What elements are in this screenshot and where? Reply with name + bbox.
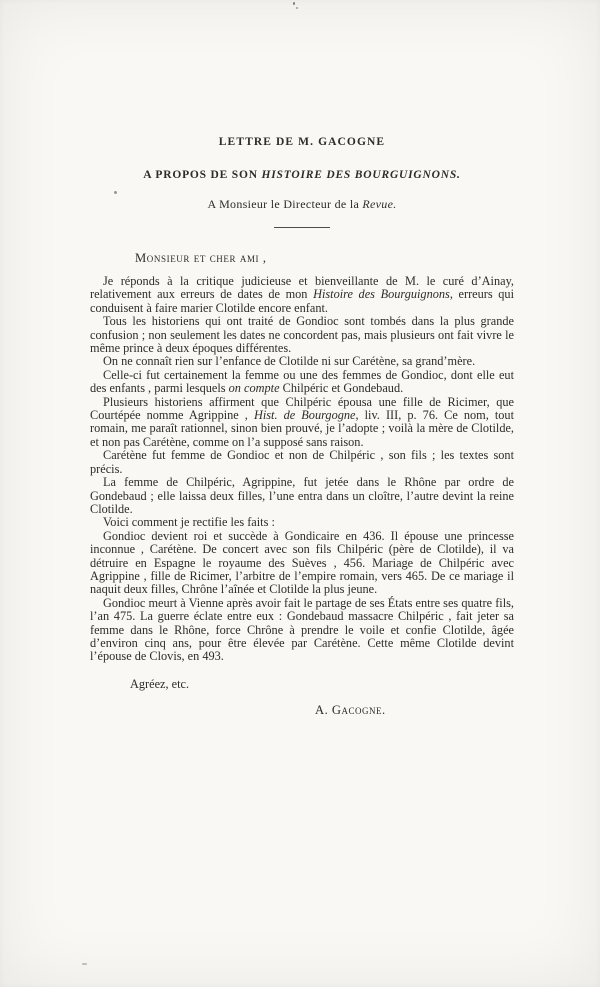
paragraph: Gondioc devient roi et succède à Gondicaire en 436. Il épouse une princesse inconnue , Carétène. De concert avec son fils Chilpéric (père de Clotilde), il va détruire en Espagne le royaume des Suèves , 456. Mariage de Chilpéric avec Agrippine , fille de Ricimer, l’arbitre de l’empire romain, vers 465. De ce mariage il naquit deux filles, Chrône l’aînée et Clotilde la plus jeune. bbox=[90, 528, 514, 597]
paragraph: Carétène fut femme de Gondioc et non de Chilpéric , son fils ; les textes sont précis. bbox=[90, 448, 514, 476]
text-block bbox=[90, 0, 514, 718]
paragraph: Gondioc meurt à Vienne après avoir fait le partage de ses États entre ses quatre fils, l’an 475. La guerre éclate entre eux : Gondebaud massacre Chilpéric , fait jeter sa femme dans le Rhône, force Chrône à prendre le voile et confie Clotilde, âgée d’environ cinq ans, pour être élevée par Carétène. Cette même Clotilde devint l’épouse de Clovis, en 493. bbox=[90, 595, 514, 664]
paragraph: Tous les historiens qui ont traité de Gondioc sont tombés dans la plus grande confusion ; non seulement les dates ne concordent pas, mais plusieurs ont fait vivre le même prince à deux époques différentes. bbox=[90, 314, 514, 356]
scan-artifact-mark bbox=[82, 963, 87, 965]
dedication-journal-name: Revue. bbox=[362, 197, 397, 211]
paragraph: Voici comment je rectifie les faits : bbox=[103, 515, 275, 530]
body-paragraphs bbox=[90, 275, 514, 664]
closing-line: Agréez, etc. bbox=[130, 676, 190, 691]
dedication-prefix: A Monsieur le Directeur de la bbox=[207, 197, 363, 211]
paragraph: Je réponds à la critique judicieuse et bienveillante de M. le curé d’Ainay, relativement aux erreurs de dates de mon Histoire des Bourguignons, erreurs qui conduisent à faire marier Clotilde encore enfant. bbox=[90, 274, 514, 315]
signature: A. Gacogne. bbox=[315, 702, 386, 717]
paragraph: On ne connaît rien sur l’enfance de Clotilde ni sur Carétène, sa grand’mère. bbox=[103, 354, 476, 369]
subtitle-prefix: A PROPOS DE SON bbox=[143, 169, 262, 181]
salutation: Monsieur et cher ami , bbox=[135, 251, 267, 265]
paragraph: Plusieurs historiens affirment que Chilpéric épousa une fille de Ricimer, que Courtépée nomme Agrippine , Hist. de Bourgogne, liv. III, p. 76. Ce nom, tout romain, me paraît rationnel, sinon bien prouvé, je l’adopte ; voilà la mère de Clotilde, et non pas Carétène, comme on l’a supposé sans raison. bbox=[90, 394, 514, 449]
separator-rule bbox=[274, 227, 330, 228]
dedication-line bbox=[90, 197, 514, 212]
paragraph: Celle-ci fut certainement la femme ou une des femmes de Gondioc, dont elle eut des enfants , parmi lesquels on compte Chilpéric et Gondebaud. bbox=[90, 367, 514, 396]
subtitle-work-title: HISTOIRE DES BOURGUIGNONS. bbox=[261, 169, 461, 181]
page-title: LETTRE DE M. GACOGNE bbox=[218, 136, 386, 148]
paragraph: La femme de Chilpéric, Agrippine, fut jetée dans le Rhône par ordre de Gondebaud ; elle laissa deux filles, l’une entra dans un cloître, l’autre devint la reine Clotilde. bbox=[90, 475, 514, 516]
subtitle bbox=[90, 169, 514, 181]
